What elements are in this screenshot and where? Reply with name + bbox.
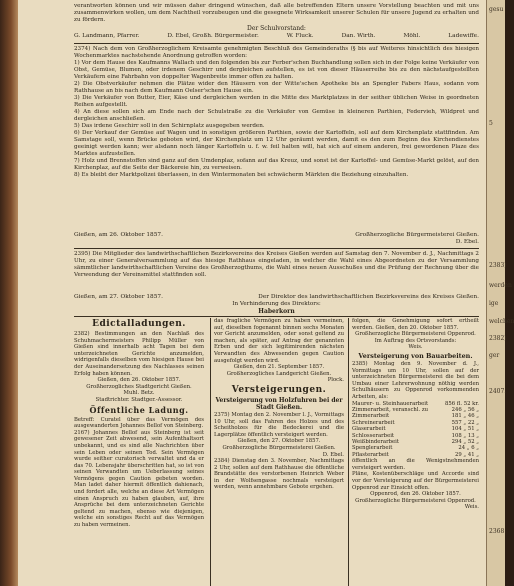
col3-date: Oppenrod, den 26. Oktober 1857. [370,491,461,498]
notice-2374-intro: 2374) Nach dem von Großherzoglichem Kreisamte genehmigten Beschluß des Gemeinderaths (§ bis auf Weiteres hinsichtlich des hiesigen Wochenmarktes nachstehende Anordnung getroffen worden: [74,46,479,59]
item-cost: 557 „ 22 „ [451,419,479,426]
notice-2385: 2385) Montag den 9. November d. J., Vormittags um 10 Uhr, sollen auf der unterzeichneten Bürgermeisterei die bei dem Umbau einer Lehrerwohnung nöthig werden Schulhäusern zu Oppenrod vorkommenden Arbeiten, als: [352,360,479,400]
col3-court: Großherzogliche Bürgermeisterei Oppenrod. [355,331,476,338]
margin-fragment: 2368 [489,528,505,535]
item-label: Weißbinderarbeit [352,438,399,445]
item-cost: 181 „ 46 „ [451,413,479,420]
notice-2167: 2167) Johannes Bellof aus Steinberg ist seit gewesener Zeit abwesend, sein Aufenthaltsort unbekannt, und es sind alle Nachrichten über sein Leben oder seinen Tod. Sein Vermögen wurde seither curatorisch verwaltet und da er das 70. Lebensjahr überschritten hat, so ist von seinen Verwandten um Ueberlassung seines Vermögens gegen Caution gebeten worden. Man ladet daher hiermit öffentlich dahienach, und fordert alle, welche an diese Art Vermögen einen Anspruch zu haben glauben, auf, ihre Ansprüche bei dem unterzeichneten Gerichte geltend zu machen, ebenso wie diejenigen, welche ein sonstiges Recht auf das Vermögen zu haben vermeinen. [74,429,204,529]
margin-fragment: welchen [489,318,514,325]
notice-2382: 2382) Bestimmungen an den Nachlaß des Schuhmachermeisters Philipp Müller von Gießen sind innerhalb acht Tagen bei dem unterzeichneten Gerichte anzumelden, widrigenfalls dieselben vom hiesigen Hause bei der Auseinandersetzung des Nachlasses seinen Erfolg haben können. [74,331,204,377]
betreff: Betreff: Curatel über das Vermögen des ausgewanderten Johannes Bellof von Steinberg. [74,416,204,430]
rule-1: 1) Vor dem Hause des Kaufmanns Wallach und den folgenden bis zur Ferber'schen Buchhandlung sollen sich in der Folge keine Verkäufer von Obst, Gemüse, Blumen, oder irdenem Geschirr und dergleichen aufstellen, es ist von dieser Häuserreihe bis zu den nächstaufgestellten Verkäufern eine Fahrbahn von doppelter Wagenbreite immer offen zu halten. [74,60,479,80]
item-label: Zimmerarbeit, veranschl. zu [352,406,429,413]
book-binding [0,0,18,586]
sig-fluck: W. Fluck. [286,33,314,39]
margin-fragment: 2407. [489,388,507,395]
rule-3: 3) Die Verkäufer von Butter, Eier, Käse und dergleichen werden in die Mitte des Marktplatzes in der seither üblichen Weise in geordneten Reihen aufgestellt. [74,95,479,108]
margin-fragment: 2382) [489,335,507,342]
item-label: Pflasterarbeit [352,451,389,458]
col2-court: Großherzogliches Landgericht Gießen. [226,370,332,377]
sig-landmann: G. Landmann, Pfarrer. [74,33,140,39]
divider [74,43,479,44]
item-cost: 24 „ 6 „ [458,445,479,452]
column-rule [210,318,211,586]
col2-date: Gießen, den 21. September 1857. [233,364,325,371]
sig-ladewiffe: Ladewiffe. [448,33,479,39]
rule-4: 4) An diese sollen sich am Ende nach der Schulstraße zu die Verkäufer von Gemüse in kleineren Parthien, Federvieh, Wildpret und dergleichen anschließen. [74,109,479,122]
date-27-oct: Gießen, am 27. Oktober 1857. [74,294,163,300]
col3-sign: Weis. [408,344,423,351]
intro-paragraph [74,3,479,24]
heading-bauarbeiten: Versteigerung von Bauarbeiten. [358,351,473,360]
item-cost: 29 „ 41 „ [454,451,479,458]
col1-roles: Stadtrichter. Stadtger.-Assessor. [95,396,183,403]
notice-2384: 2384) Dienstag den 3. November, Nachmittags 2 Uhr, sollen auf dem Rathhause die öffentliche Brandstätte des verstorbenen Heinrich Weber in der Wolfsengasse nochmals versteigert werden, wenn annehmbare Gebote ergehen. [214,458,344,491]
item-cost: 104 „ 51 „ [451,426,479,433]
column-right [352,318,479,511]
item-label: Maurer- u. Steinhauerarbeit [352,400,429,407]
vorstand-title: Der Schulvorstand: [247,25,306,32]
verein-direktor: Der Direktor des landwirthschaftlichen Bezirksvereins des Kreises Gießen. [258,294,479,300]
margin-fragment: ger [489,352,500,359]
adjacent-page-edge [486,0,514,586]
heading-oeffentliche-ladung: Öffentliche Ladung. [89,404,189,415]
cost-table [352,401,479,459]
sign-ebel: D. Ebel. [455,239,479,245]
sig-wirth: Dan. Wirth. [341,33,376,39]
col1-court: Großherzogliches Stadtgericht Gießen. [86,383,192,390]
col3-court2: Großherzogliche Bürgermeisterei Oppenrod. [355,497,476,504]
notice-2395-text: 2395) Die Mitglieder des landwirthschaftlichen Bezirksvereins des Kreises Gießen werden auf Samstag den 7. November d. J., Nachmittags 2 Uhr, zu einer Generalversammlung auf das hiesige Rathhaus eingeladen, in welcher die Wahl eines Abgeordneten zu der Versammlung sämmtlicher landwirthschaftlichen Vereine des Großherzogthums, die Wahl eines neuen Ausschußes und die Prüfung der Rechnung über die Verwendung der Vereinsmittel stattfinden soll. [74,251,479,278]
col2-date2: Gießen, den 27. Oktober 1857. [237,438,321,445]
col3-sub: Im Auftrag des Ortsvorstands: [374,337,457,344]
column-rule [348,318,349,586]
divider [74,248,479,249]
item-label: Spenglerarbeit [352,445,393,452]
notice-2395 [74,251,479,279]
item-label: Glaserarbeit [352,426,386,433]
col1-names: Muhl. Betz. [123,390,155,397]
vorstand-signatures [74,33,479,40]
margin-fragment: 2383) [489,262,507,269]
verein-sub: In Verhinderung des Direktors: [232,301,321,307]
notice-2374 [74,46,479,179]
column-middle [214,318,344,491]
col2-sign2: D. Ebel. [322,451,344,458]
divider [74,316,479,317]
col2-buerg: Großherzogliche Bürgermeisterei Gießen. [222,444,336,451]
item-cost: 246 „ 56 „ [451,406,479,413]
rule-8: 8) Es bleibt der Marktpolizei überlassen, in den Wintermonaten bei schwächerm Märkten die Beziehung einzuhalten. [74,172,409,178]
column-left [74,318,204,529]
item-label: Schreinerarbeit [352,419,395,426]
rule-7: 7) Holz und Brennstoffen sind ganz auf den Umdenplaz, sofann auf das Kreuz, und sonst ist der Kartoffel- und Gemüse-Markt gelöst, auf den Kirchenplaz, auf die Seite der Bäckereie hin, zu verweisen. [74,158,479,171]
verein-sign: Haberkorn [258,308,295,315]
rule-2: 2) Die Obstverkäufer nehmen die Plätze wider den Häusern von der Witte'schen Apotheke bis an Spengler Fabers Haus, sodann vom Rathhause an bis nach dem Kaufmann Oelser'schen Hause ein. [74,81,479,94]
sub-holzfuhren: Versteigerung von Holzfuhren bei der Stadt Gießen. [215,396,343,411]
item-cost: 856 fl. 52 kr. [445,400,479,407]
margin-fragment: ige [489,300,499,307]
col1-date: Gießen, den 26. Oktober 1857. [97,377,181,384]
item-label: Zimmerarbeit [352,413,390,420]
col3-sign2: Weis. [464,504,479,511]
margin-fragment: gesu [489,6,504,13]
heading-edictalladungen: Edictalladungen. [92,319,186,329]
col3-p3: öffentlich an die Wenigstnehmenden versteigert werden. [352,458,479,471]
intro-text: verantworten können und wir müssen daher dringend wünschen, daß alle betreffenden Eltern unsere Vorstellung beachten und mit uns zusammenwirken wollen, um dem Nachtheil vorzubeugen und die gesegnete Wirksamkeit unserer Schulen für unsere Jugend zu erhalten und zu fördern. [74,3,479,23]
item-cost: 294 „ 52 „ [451,438,479,445]
col3-text: folgen, die Genehmigung sofort ertheilt werden. Gießen, den 20. Oktober 1857. [352,318,479,331]
margin-fragment: werden [489,282,512,289]
sig-moehl: Möhl. [403,33,421,39]
notice-2395-footer [74,294,479,301]
item-cost: 108 „ 13 „ [451,432,479,439]
item-label: Schlosserarbeit [352,432,395,439]
buergermeisterei-giessen: Großherzogliche Bürgermeisterei Gießen. [355,232,479,238]
col2-sign: Plock. [327,377,344,384]
margin-fragment: 5 [489,120,493,127]
notice-2375: 2375) Montag den 2. November l. J., Vormittags 10 Uhr, soll das Fahren des Holzes und des Scheitholzes für die Bedeckerei und die Lagerplätze öffentlich versteigert werden. [214,411,344,438]
table-row [352,401,479,407]
rule-6: 6) Der Verkauf der Gemüse auf Wagen und in sonstigen größeren Parthien, sowie der Kartoffeln, soll auf dem Kirchenplatz stattfinden. Am Samstage soll, wenn Brücke geboten wird, der Kirchenplatz um 12 Uhr geräumt werden, damit es den zum Beginn des Kirchendienstes geeinigt werden kann; wer alsdann noch länger Kartoffeln u. f. w. feil halten will, hat sich auf einem anderen, frei gewordenen Plaze des Marktes aufzustellen. [74,130,479,157]
sig-ebel: D. Ebel, Großh. Bürgermeister. [167,33,259,39]
heading-versteigerungen: Versteigerungen. [231,384,327,395]
newspaper-page [18,0,486,586]
date-26-oct: Gießen, am 26. Oktober 1857. [74,232,163,238]
notice-2374-footer [74,232,479,239]
col2-text: das fragliche Vermögen zu haben vermeinen, auf, dieselben fogenannt binnen sechs Monaten vor Gericht anzumelden, oder sonst geltend zu machen, als später, auf Antrag der genannten Erben und der sich legitimirenden nächsten Verwandten des Abwesenden gegen Caution ausgefolgt werden wird. [214,318,344,364]
rule-5: 5) Das irdene Geschirr soll in den Schirnplatz ausgegeben werden. [74,123,265,129]
col3-p4: Pläne, Kostenüberschläge und Accorde sind vor der Versteigerung auf der Bürgermeisterei Oppenrod zur Einsicht offen. [352,471,479,491]
